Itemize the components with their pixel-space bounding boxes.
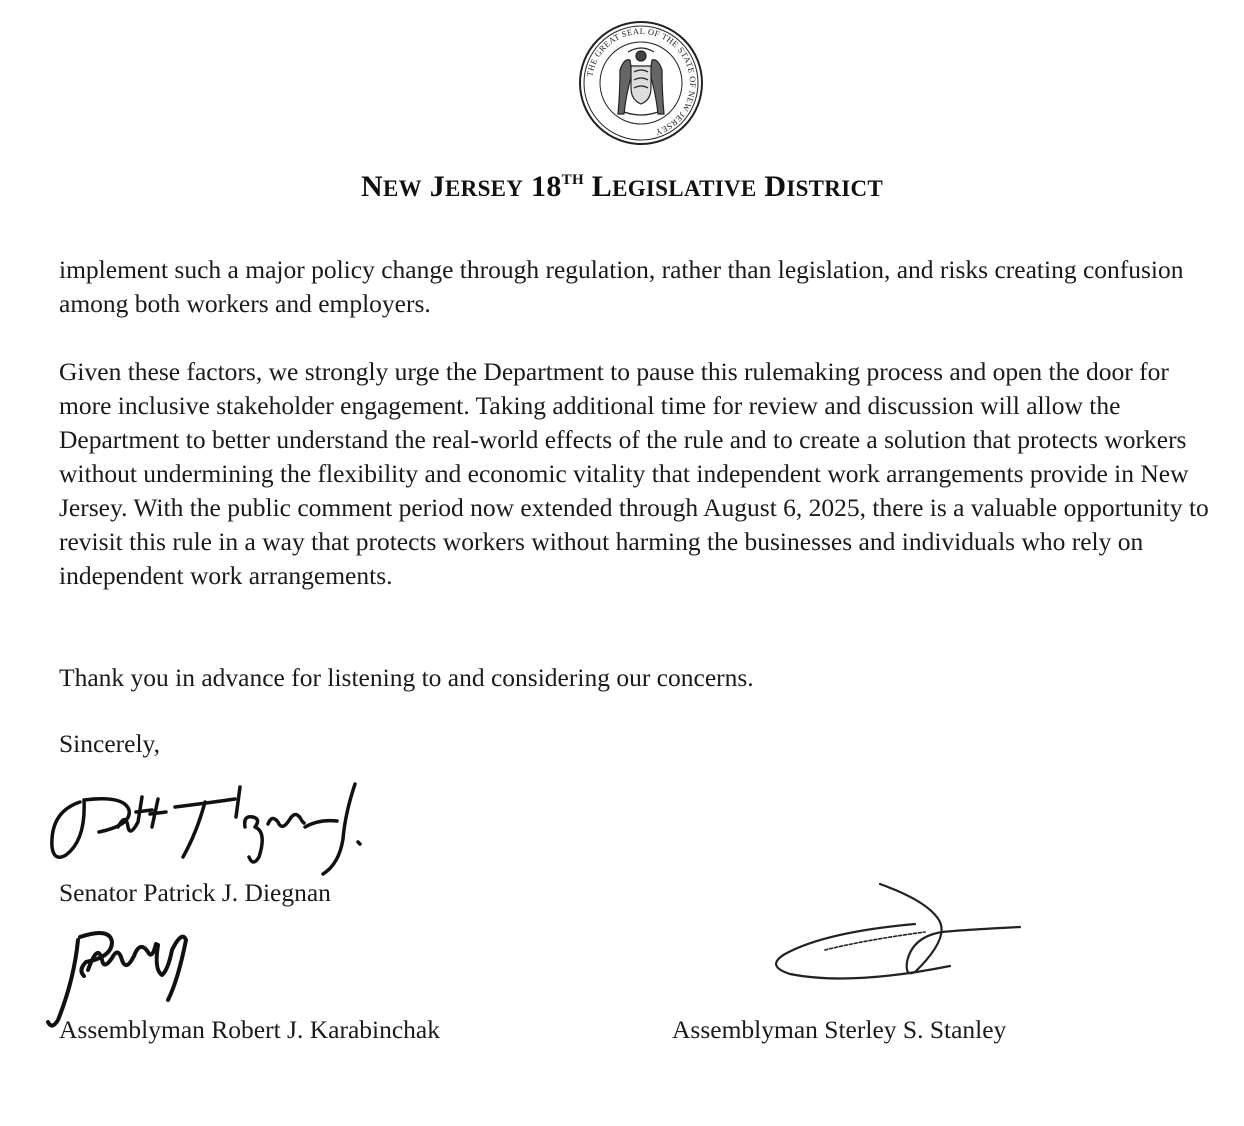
karabinchak-signature-icon: [40, 915, 215, 1030]
diegnan-signature-icon: [40, 772, 390, 887]
state-seal-icon: [578, 20, 704, 146]
letter-paragraph-2: Given these factors, we strongly urge the Department to pause this rulemaking process and open the door for more inclusive stakeholder engagement. Taking additional time for review and discussion will allow the Department to better understand the real-world effects of the rule and to create a solution that protects workers without undermining the flexibility and economic vitality that independent work arrangements provide in New Jersey. With the public comment period now extended through August 6, 2025, there is a valuable opportunity to revisit this rule in a way that protects workers without harming the businesses and individuals who rely on independent work arrangements.: [59, 357, 1209, 590]
signatory-name-diegnan: Senator Patrick J. Diegnan: [59, 878, 331, 907]
district-heading: [0, 170, 1244, 204]
signatory-name-stanley: Assemblyman Sterley S. Stanley: [672, 1015, 1007, 1044]
svg-text:THE GREAT SEAL OF THE STATE OF: THE GREAT SEAL OF THE STATE OF NEW JERSEY: [584, 25, 699, 138]
heading-superscript: TH: [561, 172, 584, 188]
letter-paragraph-3: Thank you in advance for listening to and considering our concerns.: [59, 663, 754, 692]
stanley-signature-icon: [765, 872, 1030, 1002]
heading-part-2: LEGISLATIVE DISTRICT: [591, 170, 884, 203]
letter-paragraph-1: implement such a major policy change through regulation, rather than legislation, and risks creating confusion among both workers and employers.: [59, 255, 1184, 318]
closing-salutation: Sincerely,: [59, 729, 161, 758]
heading-part-1: NEW JERSEY 18: [360, 170, 562, 203]
signatory-name-karabinchak: Assemblyman Robert J. Karabinchak: [59, 1015, 440, 1044]
